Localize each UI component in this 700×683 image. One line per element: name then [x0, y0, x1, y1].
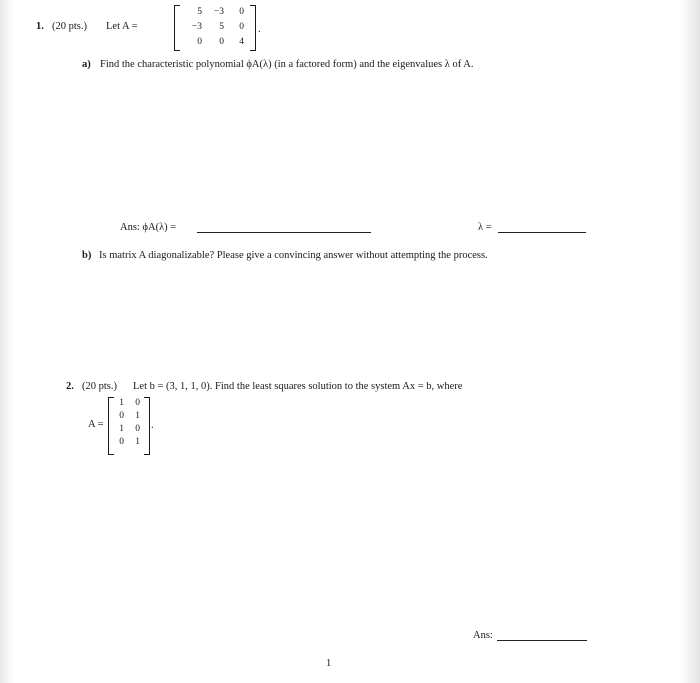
part-b-label: b)	[82, 250, 92, 261]
matrix-cell: 1	[135, 411, 140, 421]
answer-phi-blank[interactable]	[197, 232, 371, 233]
matrix-cell: 0	[197, 37, 202, 47]
matrix-cell: 0	[119, 411, 124, 421]
matrix-cell: 1	[119, 398, 124, 408]
problem1-number: 1.	[36, 21, 44, 32]
problem2-matrix-period: .	[151, 420, 154, 431]
problem2-statement: Let b = (3, 1, 1, 0). Find the least squares solution to the system Ax = b, where	[133, 381, 463, 392]
problem2-answer-blank[interactable]	[497, 640, 587, 641]
matrix-cell: −3	[213, 7, 224, 17]
matrix-cell: 5	[219, 22, 224, 32]
matrix-cell: 0	[135, 398, 140, 408]
problem2-points: (20 pts.)	[82, 381, 117, 392]
matrix-cell: 1	[119, 424, 124, 434]
problem2-answer-label: Ans:	[473, 630, 493, 641]
matrix-cell: 0	[135, 424, 140, 434]
page-shadow-right	[680, 0, 700, 683]
matrix-cell: 0	[219, 37, 224, 47]
matrix-cell: 5	[197, 7, 202, 17]
matrix-right-bracket	[144, 397, 150, 455]
matrix-cell: 0	[239, 7, 244, 17]
matrix-cell: 0	[239, 22, 244, 32]
matrix-cell: 4	[239, 37, 244, 47]
part-b-text: Is matrix A diagonalizable? Please give a convincing answer without attempting the process.	[99, 250, 488, 261]
page-shadow-left	[0, 0, 14, 683]
page-number: 1	[326, 658, 332, 669]
answer-phi-label: Ans: ϕA(λ) =	[120, 222, 177, 233]
problem2-matrix-label: A =	[88, 419, 104, 430]
part-a-text: Find the characteristic polynomial ϕA(λ) (in a factored form) and the eigenvalues λ of A.	[100, 59, 474, 70]
matrix-period: .	[258, 24, 261, 35]
problem2-number: 2.	[66, 381, 74, 392]
problem1-statement: Let A =	[106, 21, 138, 32]
part-a-label: a)	[82, 59, 91, 70]
matrix-right-bracket	[250, 5, 256, 51]
problem1-points: (20 pts.)	[52, 21, 87, 32]
matrix-cell: 1	[135, 437, 140, 447]
matrix-cell: −3	[191, 22, 202, 32]
matrix-left-bracket	[174, 5, 180, 51]
answer-lambda-label: λ =	[478, 222, 492, 233]
matrix-cell: 0	[119, 437, 124, 447]
problem1-matrix	[174, 5, 260, 51]
answer-lambda-blank[interactable]	[498, 232, 586, 233]
